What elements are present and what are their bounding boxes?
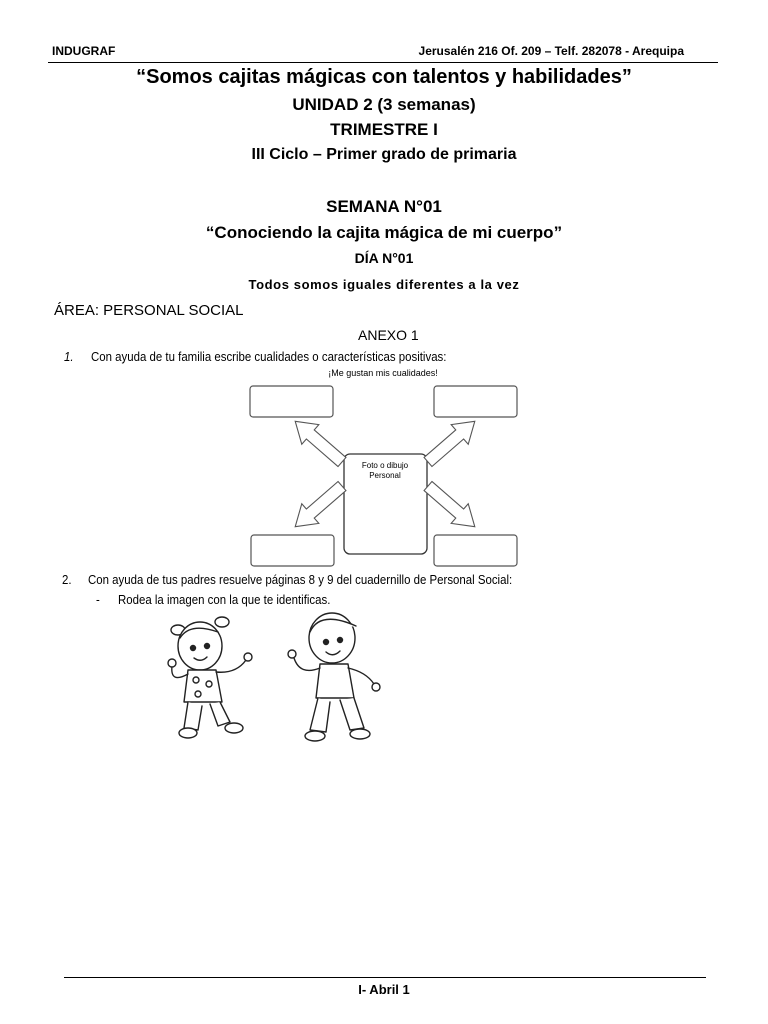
footer-page-label: I- Abril 1 (358, 982, 410, 997)
quality-box-top-right[interactable] (434, 386, 517, 417)
arrow-top-left (287, 412, 351, 472)
day-title: DÍA N°01 (354, 250, 414, 266)
qualities-diagram (246, 362, 522, 572)
quality-box-bottom-right[interactable] (434, 535, 517, 566)
week-subtitle: “Conociendo la cajita mágica de mi cuerpo” (205, 223, 563, 242)
area-heading: ÁREA: PERSONAL SOCIAL (54, 302, 244, 319)
children-illustration (160, 606, 384, 754)
day-subtitle: Todos somos iguales diferentes a la vez (248, 277, 520, 292)
boy-figure (288, 613, 380, 741)
quality-box-top-left[interactable] (250, 386, 333, 417)
cycle-title: III Ciclo – Primer grado de primaria (251, 146, 517, 163)
item-1-text: Con ayuda de tu familia escribe cualidades o características positivas: (91, 349, 447, 364)
item-1-number: 1. (64, 349, 74, 364)
arrow-bottom-left (287, 476, 351, 536)
main-title: “Somos cajitas mágicas con talentos y habilidades” (136, 66, 632, 88)
header-divider (48, 62, 718, 63)
photo-label-line1: Foto o dibujo (361, 461, 409, 470)
header-publisher: INDUGRAF (52, 44, 116, 58)
item-2-sub-text: Rodea la imagen con la que te identificas. (118, 592, 331, 607)
trimester-title: TRIMESTRE I (330, 120, 438, 139)
item-2-text: Con ayuda de tus padres resuelve páginas 8 y 9 del cuadernillo de Personal Social: (88, 572, 513, 587)
diagram-title: ¡Me gustan mis cualidades! (328, 368, 438, 378)
annex-heading: ANEXO 1 (358, 327, 419, 343)
item-2-sub-dash: - (96, 592, 100, 607)
week-title: SEMANA N°01 (326, 197, 442, 216)
quality-box-bottom-left[interactable] (251, 535, 334, 566)
unit-title: UNIDAD 2 (3 semanas) (292, 95, 476, 114)
arrow-top-right (419, 412, 483, 472)
header-address: Jerusalén 216 Of. 209 – Telf. 282078 - Arequipa (418, 44, 684, 58)
footer-divider (64, 977, 706, 978)
photo-label-line2: Personal (369, 471, 401, 480)
item-2-number: 2. (62, 572, 72, 587)
arrow-bottom-right (419, 476, 483, 536)
girl-figure (168, 617, 252, 738)
